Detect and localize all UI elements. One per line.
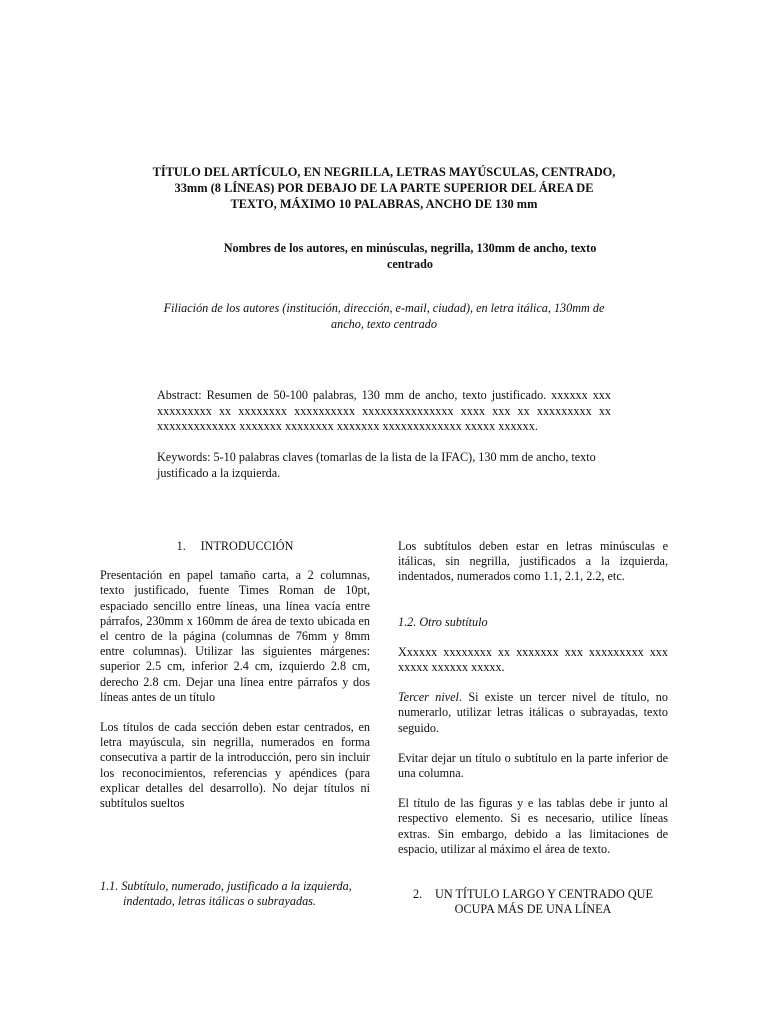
subtitles-paragraph: Los subtítulos deben estar en letras minúsculas e itálicas, sin negrilla, justificados a la izquierda, indentados, numerados como 1.1, 2.1, 2.2, etc. — [398, 539, 668, 584]
paper-title: TÍTULO DEL ARTÍCULO, EN NEGRILLA, LETRAS MAYÚSCULAS, CENTRADO, 33mm (8 LÍNEAS) POR DEBAJO DE LA PARTE SUPERIOR DEL ÁREA DE TEXTO, MÁXIMO 10 PALABRAS, ANCHO DE 130 mm — [152, 165, 616, 211]
left-column — [100, 539, 370, 910]
section-2-number: 2. — [413, 887, 423, 902]
subsection-1-2-heading: 1.2. Otro subtítulo — [398, 614, 488, 629]
author-affiliation: Filiación de los autores (institución, dirección, e-mail, ciudad), en letra itálica, 130mm de ancho, texto centrado — [163, 301, 605, 331]
abstract: Abstract: Resumen de 50-100 palabras, 130 mm de ancho, texto justificado. xxxxxx xxx xxxxxxxxx xx xxxxxxxx xxxxxxxxxx xxxxxxxxxxxxxxx xxxx xxx xx xxxxxxxxx xx xxxxxxxxxxxxx xxxxxxx xxxxxxxx xxxxxxx xxxxxxxxxxxxx xxxxx xxxxxx. — [157, 388, 611, 434]
third-level-text: . Si existe un tercer nivel de título, no numerarlo, utilizar letras itálicas o subrayadas, texto seguido. — [398, 690, 668, 735]
keywords: Keywords: 5-10 palabras claves (tomarlas de la lista de la IFAC), 130 mm de ancho, texto justificado a la izquierda. — [157, 450, 596, 480]
section-1-title: INTRODUCCIÓN — [200, 539, 294, 553]
intro-paragraph-1: Presentación en papel tamaño carta, a 2 columnas, texto justificado, fuente Times Roman de 10pt, espaciado sencillo entre líneas, una línea vacía entre párrafos, 230mm x 160mm de área de texto ubicada en el centro de la página (columnas de 76mm y 8mm entre columnas). Utilizar las siguientes márgenes: superior 2.5 cm, inferior 2.4 cm, izquierdo 2.8 cm, derecho 2.8 cm. Dejar una línea entre párrafos y dos líneas antes de un título — [100, 568, 370, 704]
section-1-heading — [100, 539, 370, 554]
section-2-title-line-2: OCUPA MÁS DE UNA LÍNEA — [454, 902, 612, 917]
author-names: Nombres de los autores, en minúsculas, negrilla, 130mm de ancho, texto centrado — [223, 241, 597, 271]
intro-paragraph-2: Los títulos de cada sección deben estar centrados, en letra mayúscula, sin negrilla, numerados en forma consecutiva a partir de la introducción, pero sin incluir los reconocimientos, referencias y apéndices (para explicar detalles del desarrollo). No dejar títulos ni subtítulos sueltos — [100, 720, 370, 811]
subsection-1-1-heading: 1.1. Subtítulo, numerado, justificado a la izquierda, indentado, letras itálicas o subrayadas. — [100, 879, 352, 909]
section-2-heading — [398, 887, 668, 917]
avoid-title-paragraph: Evitar dejar un título o subtítulo en la parte inferior de una columna. — [398, 750, 668, 781]
section-2-title-line-1: UN TÍTULO LARGO Y CENTRADO QUE — [435, 887, 653, 902]
placeholder-paragraph: Xxxxxx xxxxxxxx xx xxxxxxx xxx xxxxxxxxx xxx xxxxx xxxxxx xxxxx. — [398, 644, 668, 675]
third-level-label: Tercer nivel — [398, 690, 459, 705]
section-1-number: 1. — [176, 539, 186, 553]
figures-tables-paragraph: El título de las figuras y e las tablas debe ir junto al respectivo elemento. Si es necesario, utilice líneas extras. Sin embargo, debido a las limitaciones de espacio, utilizar al máximo el área de texto. — [398, 796, 668, 856]
right-column — [398, 539, 668, 917]
third-level-paragraph — [398, 690, 668, 736]
